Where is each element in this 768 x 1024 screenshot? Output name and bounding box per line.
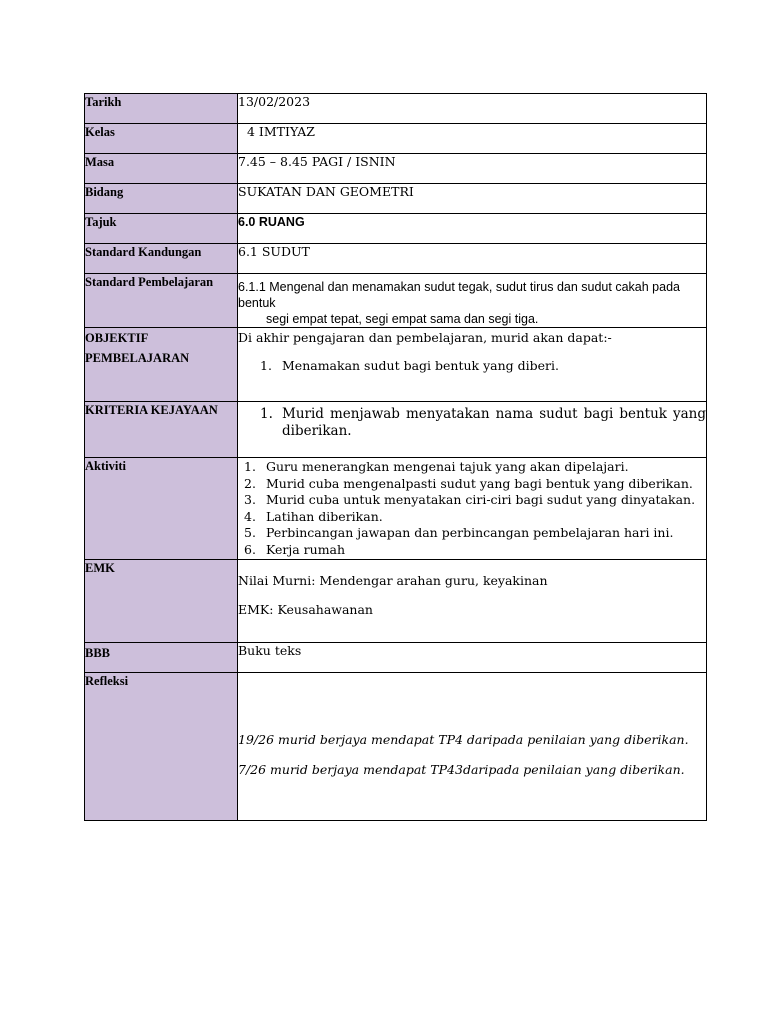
refleksi-line1: 19/26 murid berjaya mendapat TP4 daripada penilaian yang diberikan. [238,731,689,747]
list-item: 4. Latihan diberikan. [244,508,383,524]
row-emk [85,559,707,642]
row-kelas [85,124,707,154]
list-item: 1. Guru menerangkan mengenai tajuk yang akan dipelajari. [244,459,629,474]
label-bbb: BBB [85,642,238,672]
value-masa: 7.45 – 8.45 PAGI / ISNIN [238,154,707,184]
label-refleksi: Refleksi [85,672,238,820]
value-standard-pembelajaran [238,274,707,328]
value-kelas: 4 IMTIYAZ [238,124,707,154]
refleksi-line2: 7/26 murid berjaya mendapat TP43daripada penilaian yang diberikan. [238,761,685,777]
label-masa: Masa [85,154,238,184]
value-refleksi [238,672,707,820]
list-item: 1. Menamakan sudut bagi bentuk yang diberi. [260,358,559,373]
value-kriteria [238,402,707,458]
kriteria-list [238,406,706,440]
list-item: 1. Murid menjawab menyatakan nama sudut bagi bentuk yang diberikan. [260,406,706,439]
row-refleksi [85,672,707,820]
label-objektif-line2: PEMBELAJARAN [85,351,190,365]
emk-line2: EMK: Keusahawanan [238,601,373,617]
label-objektif-line1: OBJEKTIF [85,331,149,345]
row-standard-pembelajaran [85,274,707,328]
objektif-list [238,358,706,374]
value-emk [238,559,707,642]
row-aktiviti [85,458,707,560]
row-tajuk [85,214,707,244]
row-tarikh [85,94,707,124]
label-aktiviti: Aktiviti [85,458,238,560]
value-standard-kandungan: 6.1 SUDUT [238,244,707,274]
value-objektif [238,328,707,402]
list-item: 6. Kerja rumah [244,541,346,557]
row-masa [85,154,707,184]
value-tarikh: 13/02/2023 [238,94,707,124]
list-item: 5. Perbincangan jawapan dan perbincangan pembelajaran hari ini. [244,525,674,541]
value-tajuk: 6.0 RUANG [238,214,707,244]
value-bidang: SUKATAN DAN GEOMETRI [238,184,707,214]
row-standard-kandungan [85,244,707,274]
label-kriteria: KRITERIA KEJAYAAN [85,402,238,458]
value-aktiviti [238,458,707,560]
label-standard-kandungan: Standard Kandungan [85,244,238,274]
lesson-plan-table [84,93,707,821]
list-item: 2. Murid cuba mengenalpasti sudut yang bagi bentuk yang diberikan. [244,475,693,491]
value-bbb: Buku teks [238,642,707,672]
objektif-intro: Di akhir pengajaran dan pembelajaran, murid akan dapat:- [238,330,612,345]
label-tarikh: Tarikh [85,94,238,124]
label-bidang: Bidang [85,184,238,214]
emk-line1: Nilai Murni: Mendengar arahan guru, keyakinan [238,572,548,588]
label-tajuk: Tajuk [85,214,238,244]
row-bidang [85,184,707,214]
row-objektif [85,328,707,402]
standard-pembelajaran-line2: segi empat tepat, segi empat sama dan segi tiga. [266,312,539,326]
label-objektif [85,328,238,402]
standard-pembelajaran-line1: 6.1.1 Mengenal dan menamakan sudut tegak, sudut tirus dan sudut cakah pada bentuk [238,280,680,310]
label-emk: EMK [85,559,238,642]
label-kelas: Kelas [85,124,238,154]
row-kriteria [85,402,707,458]
list-item: 3. Murid cuba untuk menyatakan ciri-ciri bagi sudut yang dinyatakan. [244,492,696,508]
label-standard-pembelajaran: Standard Pembelajaran [85,274,238,328]
row-bbb [85,642,707,672]
aktiviti-list [244,459,706,559]
